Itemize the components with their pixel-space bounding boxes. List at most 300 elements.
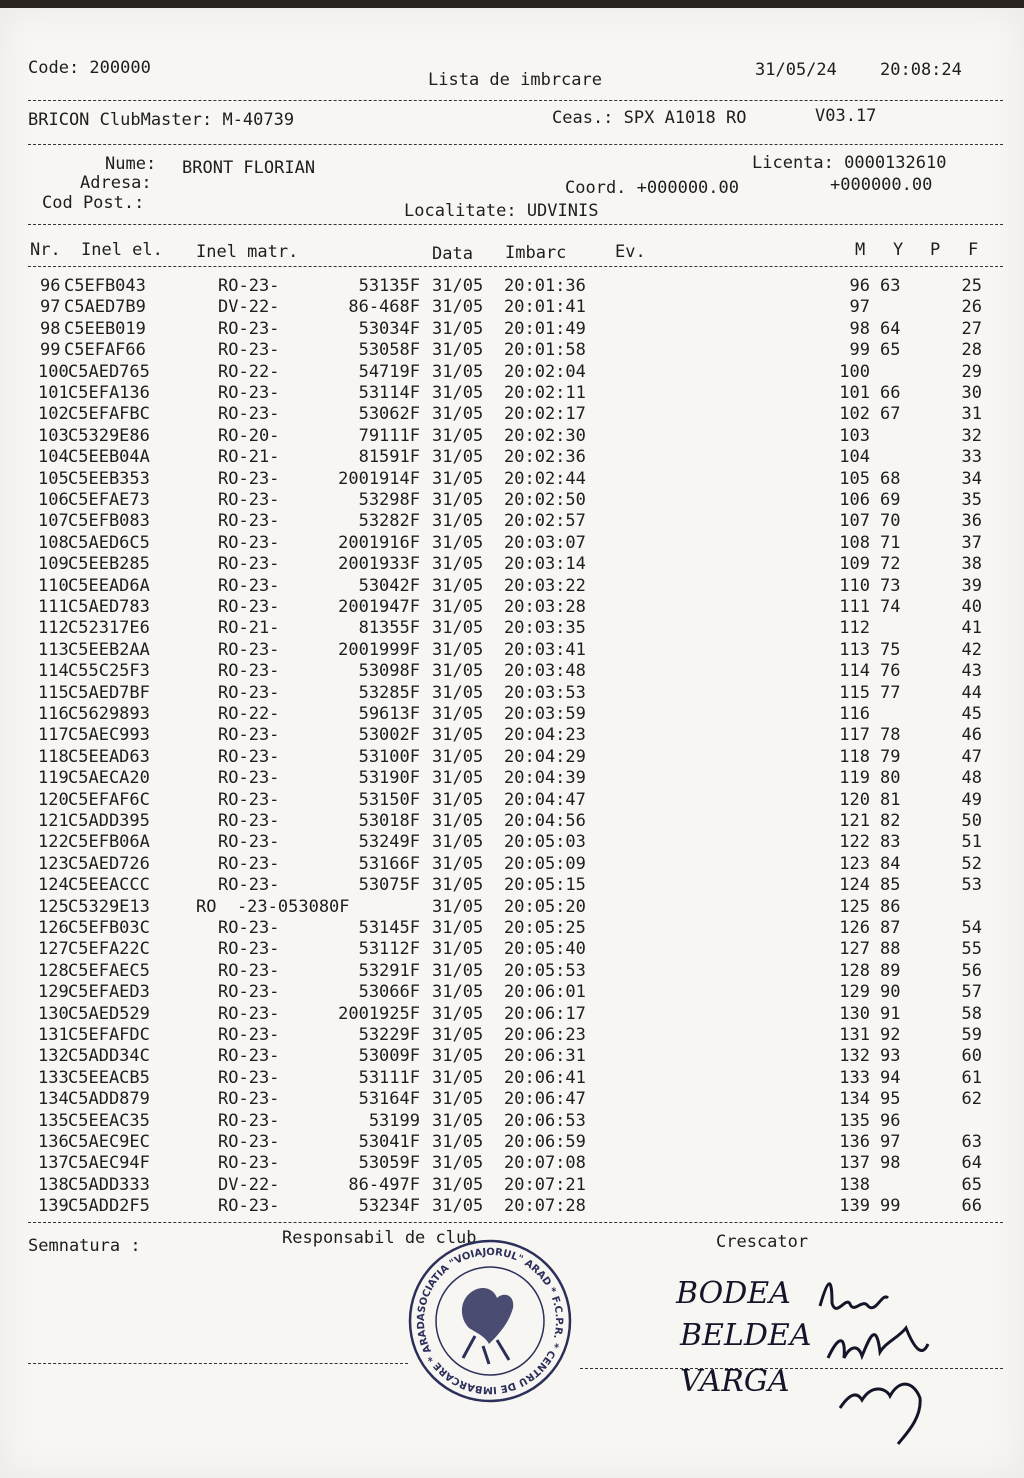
table-row [0, 961, 1024, 982]
boarding-time: 20:05:15 [504, 875, 586, 896]
ring-country-year: RO-23- [218, 918, 280, 938]
version-label: V03.17 [815, 106, 877, 126]
boarding-time: 20:03:41 [504, 639, 586, 660]
ring-number: 53059F [358, 1153, 420, 1174]
signature-name-3: VARGA [680, 1364, 790, 1399]
f-value: 63 [961, 1132, 982, 1152]
f-value: 40 [961, 597, 982, 617]
divider-line [28, 266, 1003, 267]
signature-label: Semnatura : [28, 1236, 141, 1256]
f-value: 31 [961, 404, 982, 425]
row-number: 125 [38, 896, 69, 917]
ring-number: 53234F [358, 1196, 420, 1217]
boarding-date: 31/05 [432, 554, 484, 575]
electronic-ring: C5EEB353 [68, 468, 150, 489]
y-value: 90 [880, 982, 901, 1003]
boarding-time: 20:06:01 [504, 982, 586, 1003]
table-row [0, 939, 1024, 960]
m-value: 138 [839, 1174, 870, 1195]
electronic-ring: C5EEACB5 [68, 1067, 150, 1088]
row-number: 109 [38, 554, 69, 575]
boarding-date: 31/05 [432, 511, 484, 532]
ring-number: 53042F [358, 575, 420, 596]
m-value: 136 [839, 1132, 870, 1152]
table-row [0, 554, 1024, 575]
ring-country-year: RO-23- [218, 746, 280, 767]
ring-number: 53114F [358, 383, 420, 403]
electronic-ring: C5AEC993 [68, 725, 150, 746]
electronic-ring: C5EEB285 [68, 554, 150, 575]
boarding-time: 20:03:53 [504, 682, 586, 703]
row-number: 112 [38, 618, 69, 639]
boarding-date: 31/05 [432, 490, 484, 510]
m-value: 114 [839, 661, 870, 682]
ring-number: 53100F [358, 746, 420, 767]
m-value: 117 [839, 725, 870, 746]
ring-country-year: RO-23- [218, 383, 280, 403]
f-value: 29 [961, 361, 982, 382]
y-value: 81 [880, 789, 901, 810]
m-value: 116 [839, 704, 870, 724]
m-value: 97 [849, 297, 870, 318]
table-row [0, 1046, 1024, 1067]
m-value: 108 [839, 532, 870, 553]
ring-country-year: RO-23- [218, 1089, 280, 1110]
ring-number: 53098F [358, 661, 420, 682]
f-value: 39 [961, 575, 982, 596]
boarding-time: 20:01:36 [504, 276, 586, 296]
y-value: 75 [880, 639, 901, 660]
m-value: 103 [839, 425, 870, 446]
boarding-date: 31/05 [432, 1110, 484, 1131]
row-number: 107 [38, 511, 69, 532]
row-number: 113 [38, 639, 69, 660]
m-value: 123 [839, 853, 870, 874]
ring-country-year: RO-23- [218, 875, 280, 896]
f-value: 64 [961, 1153, 982, 1174]
f-value: 66 [961, 1196, 982, 1217]
table-row [0, 982, 1024, 1003]
y-value: 73 [880, 575, 901, 596]
boarding-date: 31/05 [432, 383, 484, 403]
row-number: 123 [38, 853, 69, 874]
row-number: 99 [40, 340, 61, 361]
boarding-date: 31/05 [432, 639, 484, 660]
ring-number: 2001999F [338, 639, 420, 660]
y-value: 96 [880, 1110, 901, 1131]
electronic-ring: C5AED7BF [68, 682, 150, 703]
ring-country-year: RO-23- [218, 511, 280, 532]
f-value: 44 [961, 682, 982, 703]
row-number: 120 [38, 789, 69, 810]
ring-number: 59613F [358, 704, 420, 724]
license-label: Licenta: 0000132610 [752, 153, 947, 173]
boarding-date: 31/05 [432, 297, 484, 318]
column-m: M [855, 240, 866, 260]
ring-number: 2001914F [338, 468, 420, 489]
f-value: 48 [961, 768, 982, 789]
boarding-time: 20:06:41 [504, 1067, 586, 1088]
boarding-time: 20:05:40 [504, 939, 586, 960]
electronic-ring: C5AED783 [68, 597, 150, 617]
locality-label: Localitate: UDVINIS [404, 201, 599, 221]
electronic-ring: C5EFB06A [68, 832, 150, 853]
column-inel-matr: Inel matr. [196, 242, 299, 262]
owner-name: BRONT FLORIAN [182, 158, 316, 178]
y-value: 91 [880, 1003, 901, 1024]
ring-number: 2001933F [338, 554, 420, 575]
ring-number: 2001947F [338, 597, 420, 617]
m-value: 124 [839, 875, 870, 896]
table-row [0, 640, 1024, 661]
f-value: 57 [961, 982, 982, 1003]
electronic-ring: C5EEB019 [64, 318, 146, 339]
boarding-date: 31/05 [432, 532, 484, 553]
row-number: 135 [38, 1110, 69, 1131]
y-value: 74 [880, 597, 901, 617]
table-row [0, 618, 1024, 639]
f-value: 42 [961, 639, 982, 660]
electronic-ring: C5629893 [68, 704, 150, 724]
table-row [0, 319, 1024, 340]
column-data: Data [432, 244, 473, 264]
electronic-ring: C5EFAED3 [68, 982, 150, 1003]
m-value: 132 [839, 1046, 870, 1067]
row-number: 136 [38, 1132, 69, 1152]
boarding-date: 31/05 [432, 918, 484, 938]
y-value: 89 [880, 960, 901, 981]
y-value: 80 [880, 768, 901, 789]
table-row [0, 1196, 1024, 1217]
m-value: 113 [839, 639, 870, 660]
electronic-ring: C5EEB04A [68, 447, 150, 468]
electronic-ring: C5EEB2AA [68, 639, 150, 660]
ring-country-year: RO-23- [218, 318, 280, 339]
table-row [0, 661, 1024, 682]
y-value: 64 [880, 318, 901, 339]
boarding-time: 20:05:03 [504, 832, 586, 853]
row-number: 138 [38, 1174, 69, 1195]
table-row [0, 704, 1024, 725]
column-nr: Nr. [30, 240, 61, 260]
electronic-ring: C5EFAEC5 [68, 960, 150, 981]
table-row [0, 854, 1024, 875]
y-value: 84 [880, 853, 901, 874]
ring-number: 53166F [358, 853, 420, 874]
column-inel-el: Inel el. [81, 240, 163, 260]
m-value: 119 [839, 768, 870, 789]
table-row [0, 490, 1024, 511]
ring-number: 53062F [358, 404, 420, 425]
m-value: 128 [839, 960, 870, 981]
ring-country-year: RO-23- [218, 789, 280, 810]
table-row [0, 276, 1024, 297]
column-f: F [968, 240, 979, 260]
boarding-date: 31/05 [432, 1196, 484, 1217]
table-row [0, 811, 1024, 832]
boarding-time: 20:07:21 [504, 1174, 586, 1195]
coordinates-label: Coord. +000000.00 [565, 178, 739, 198]
ring-country-year: DV-22- [218, 297, 280, 318]
ring-number: 53112F [358, 939, 420, 960]
ring-number: 53002F [358, 725, 420, 746]
document-page [0, 8, 1024, 1478]
m-value: 102 [839, 404, 870, 425]
column-p: P [930, 240, 941, 260]
ring-country-year: RO-23- [218, 597, 280, 617]
boarding-time: 20:02:50 [504, 490, 586, 510]
m-value: 105 [839, 468, 870, 489]
club-responsible-label: Responsabil de club [282, 1228, 477, 1248]
ring-number: 53135F [358, 276, 420, 296]
boarding-date: 31/05 [432, 789, 484, 810]
ring-country-year: RO-23- [218, 1153, 280, 1174]
m-value: 96 [849, 276, 870, 296]
boarding-date: 31/05 [432, 939, 484, 960]
ring-country-year: RO-23- [218, 532, 280, 553]
f-value: 54 [961, 918, 982, 938]
table-row [0, 1111, 1024, 1132]
code-label: Code: 200000 [28, 58, 151, 78]
column-imbarc: Imbarc [505, 243, 567, 263]
f-value: 41 [961, 618, 982, 639]
row-number: 101 [38, 383, 69, 403]
ring-number: 53291F [358, 960, 420, 981]
table-row [0, 1175, 1024, 1196]
y-value: 88 [880, 939, 901, 960]
table-row [0, 404, 1024, 425]
table-row [0, 725, 1024, 746]
boarding-date: 31/05 [432, 468, 484, 489]
boarding-time: 20:06:17 [504, 1003, 586, 1024]
table-row [0, 426, 1024, 447]
electronic-ring: C5ADD395 [68, 811, 150, 831]
m-value: 99 [849, 340, 870, 361]
ring-country-year: RO-23- [218, 1046, 280, 1067]
table-row [0, 1132, 1024, 1153]
y-value: 70 [880, 511, 901, 532]
electronic-ring: C5EEACCC [68, 875, 150, 896]
m-value: 131 [839, 1025, 870, 1045]
y-value: 72 [880, 554, 901, 575]
electronic-ring: C5EFAF66 [64, 340, 146, 361]
f-value: 56 [961, 960, 982, 981]
electronic-ring: C5EFAFDC [68, 1025, 150, 1045]
boarding-time: 20:06:23 [504, 1025, 586, 1045]
row-number: 131 [38, 1025, 69, 1045]
boarding-date: 31/05 [432, 725, 484, 746]
f-value: 51 [961, 832, 982, 853]
f-value: 30 [961, 383, 982, 403]
y-value: 93 [880, 1046, 901, 1067]
boarding-date: 31/05 [432, 896, 484, 917]
f-value: 50 [961, 811, 982, 831]
electronic-ring: C5AED765 [68, 361, 150, 382]
row-number: 117 [38, 725, 69, 746]
boarding-time: 20:03:59 [504, 704, 586, 724]
ring-number: 53199 [368, 1110, 420, 1131]
boarding-date: 31/05 [432, 746, 484, 767]
boarding-date: 31/05 [432, 982, 484, 1003]
table-row [0, 340, 1024, 361]
ring-number: 54719F [358, 361, 420, 382]
boarding-date: 31/05 [432, 875, 484, 896]
boarding-date: 31/05 [432, 682, 484, 703]
row-number: 97 [40, 297, 61, 318]
boarding-time: 20:03:48 [504, 661, 586, 682]
boarding-time: 20:05:09 [504, 853, 586, 874]
print-date: 31/05/24 [755, 60, 837, 80]
row-number: 103 [38, 425, 69, 446]
ring-number: 53018F [358, 811, 420, 831]
ring-country-year: RO-21- [218, 447, 280, 468]
row-number: 128 [38, 960, 69, 981]
table-row [0, 383, 1024, 404]
clock-label: Ceas.: SPX A1018 RO [552, 108, 747, 128]
electronic-ring: C5EFA136 [68, 383, 150, 403]
table-row [0, 511, 1024, 532]
electronic-ring: C5EFAFBC [68, 404, 150, 425]
y-value: 68 [880, 468, 901, 489]
divider-line [28, 224, 1003, 225]
m-value: 125 [839, 896, 870, 917]
m-value: 109 [839, 554, 870, 575]
m-value: 118 [839, 746, 870, 767]
f-value: 35 [961, 490, 982, 510]
table-row [0, 447, 1024, 468]
ring-country-year: RO-23- [218, 982, 280, 1003]
row-number: 116 [38, 704, 69, 724]
m-value: 139 [839, 1196, 870, 1217]
address-label: Adresa: [80, 173, 152, 193]
m-value: 134 [839, 1089, 870, 1110]
breeder-label: Crescator [716, 1232, 809, 1252]
f-value: 60 [961, 1046, 982, 1067]
row-number: 122 [38, 832, 69, 853]
m-value: 126 [839, 918, 870, 938]
f-value: 65 [961, 1174, 982, 1195]
row-number: 104 [38, 447, 69, 468]
boarding-date: 31/05 [432, 276, 484, 296]
y-value: 76 [880, 661, 901, 682]
boarding-time: 20:07:08 [504, 1153, 586, 1174]
ring-number: 53041F [358, 1132, 420, 1152]
postcode-label: Cod Post.: [42, 193, 145, 213]
row-number: 105 [38, 468, 69, 489]
row-number: 102 [38, 404, 69, 425]
ring-country-year: RO-23- [218, 939, 280, 960]
boarding-date: 31/05 [432, 361, 484, 382]
y-value: 69 [880, 490, 901, 510]
f-value: 52 [961, 853, 982, 874]
table-row [0, 469, 1024, 490]
boarding-date: 31/05 [432, 425, 484, 446]
ring-country-year: RO-23- [218, 1067, 280, 1088]
m-value: 122 [839, 832, 870, 853]
f-value: 34 [961, 468, 982, 489]
ring-number: 81591F [358, 447, 420, 468]
y-value: 65 [880, 340, 901, 361]
ring-number: 53282F [358, 511, 420, 532]
f-value: 28 [961, 340, 982, 361]
divider-line [28, 144, 1003, 145]
y-value: 79 [880, 746, 901, 767]
boarding-time: 20:05:20 [504, 896, 586, 917]
boarding-time: 20:03:07 [504, 532, 586, 553]
boarding-date: 31/05 [432, 447, 484, 468]
boarding-time: 20:02:36 [504, 447, 586, 468]
ring-number: 53075F [358, 875, 420, 896]
m-value: 121 [839, 811, 870, 831]
ring-country-year: RO-23- [218, 1196, 280, 1217]
electronic-ring: C5EFB03C [68, 918, 150, 938]
ring-country-year: RO-23- [218, 1025, 280, 1045]
boarding-time: 20:01:49 [504, 318, 586, 339]
ring-country-year: RO -23-053080F [196, 896, 350, 917]
boarding-date: 31/05 [432, 704, 484, 724]
table-row [0, 597, 1024, 618]
table-row [0, 1153, 1024, 1174]
ring-number: 2001916F [338, 532, 420, 553]
row-number: 130 [38, 1003, 69, 1024]
ring-number: 2001925F [338, 1003, 420, 1024]
m-value: 127 [839, 939, 870, 960]
y-value: 82 [880, 811, 901, 831]
boarding-time: 20:03:14 [504, 554, 586, 575]
electronic-ring: C5EEAD63 [68, 746, 150, 767]
ring-country-year: RO-23- [218, 468, 280, 489]
ring-country-year: RO-20- [218, 425, 280, 446]
boarding-time: 20:02:04 [504, 361, 586, 382]
m-value: 98 [849, 318, 870, 339]
y-value: 87 [880, 918, 901, 938]
column-y: Y [893, 240, 904, 260]
m-value: 101 [839, 383, 870, 403]
electronic-ring: C5AED6C5 [68, 532, 150, 553]
boarding-date: 31/05 [432, 404, 484, 425]
m-value: 106 [839, 490, 870, 510]
electronic-ring: C5AECA20 [68, 768, 150, 789]
boarding-time: 20:02:30 [504, 425, 586, 446]
boarding-date: 31/05 [432, 853, 484, 874]
electronic-ring: C5329E86 [68, 425, 150, 446]
row-number: 124 [38, 875, 69, 896]
f-value: 43 [961, 661, 982, 682]
ring-country-year: RO-21- [218, 618, 280, 639]
f-value: 27 [961, 318, 982, 339]
table-row [0, 790, 1024, 811]
m-value: 129 [839, 982, 870, 1003]
table-row [0, 768, 1024, 789]
ring-number: 81355F [358, 618, 420, 639]
electronic-ring: C5EFB083 [68, 511, 150, 532]
boarding-time: 20:06:53 [504, 1110, 586, 1131]
electronic-ring: C5ADD2F5 [68, 1196, 150, 1217]
row-number: 114 [38, 661, 69, 682]
boarding-date: 31/05 [432, 1046, 484, 1067]
y-value: 67 [880, 404, 901, 425]
row-number: 106 [38, 490, 69, 510]
m-value: 107 [839, 511, 870, 532]
table-row [0, 1025, 1024, 1046]
table-row [0, 1068, 1024, 1089]
ring-number: 53150F [358, 789, 420, 810]
boarding-date: 31/05 [432, 661, 484, 682]
f-value: 53 [961, 875, 982, 896]
row-number: 108 [38, 532, 69, 553]
electronic-ring: C5AEC94F [68, 1153, 150, 1174]
m-value: 133 [839, 1067, 870, 1088]
